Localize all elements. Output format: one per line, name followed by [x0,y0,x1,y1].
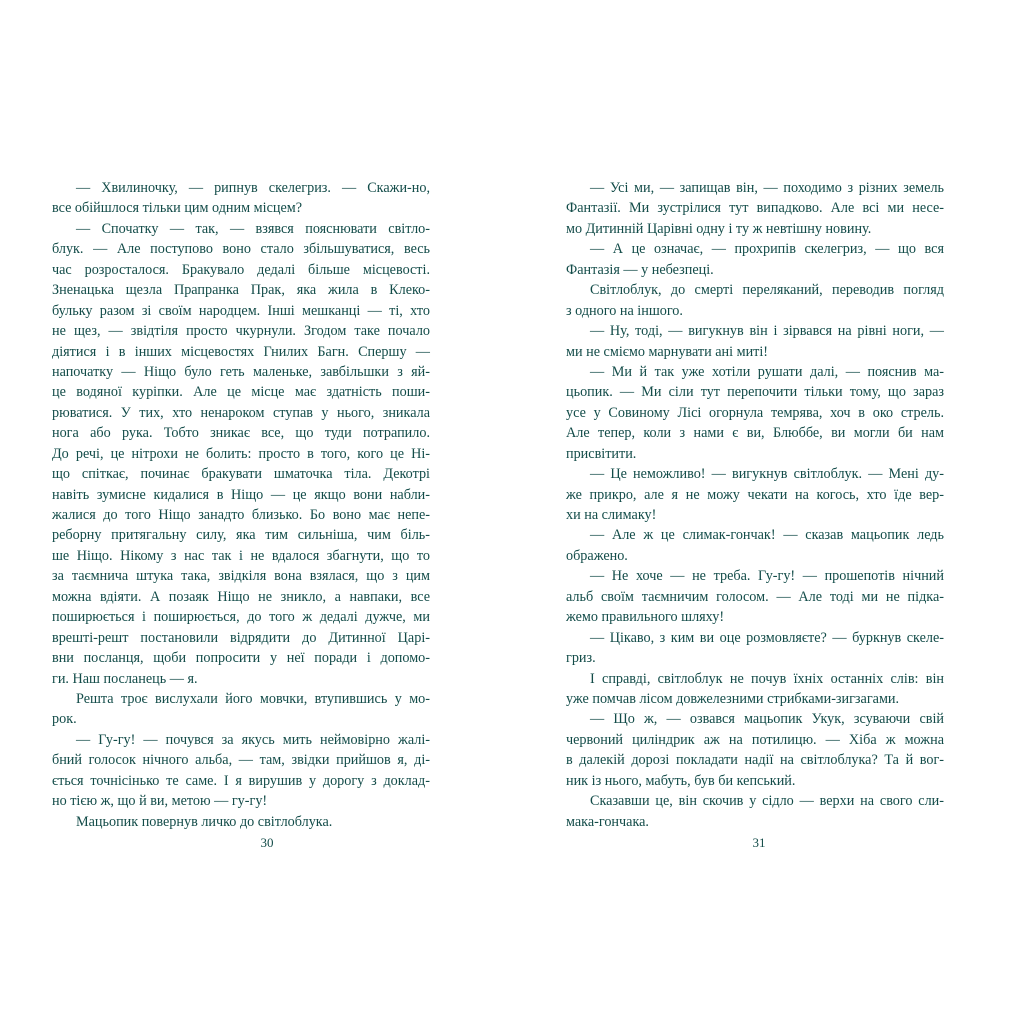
text-line: це водяної курiпки. Але це місце має здатність поши- [52,384,430,401]
text-line: Світлоблук, до смерті переляканий, переводив погляд [590,282,944,299]
text-line: — Ми й так уже хотіли рушати далі, — пояснив ма- [590,363,944,380]
text-line: — Усі ми, — запищав він, — походимо з різних земель [590,180,944,196]
text-line: До речі, це нітрохи не болить: просто в того, кого це Ні- [52,445,430,462]
left-page-number: 30 [260,835,274,850]
text-line: Решта троє вислухали його мовчки, втупившись у мо- [76,690,430,707]
text-line: ми не сміємо марнувати ані миті! [566,343,769,360]
text-line: Сказавши це, він скочив у сідло — верхи на свого сли- [590,793,944,810]
text-line: — Хвилиночку, — рипнув скелегриз. — Скажи-но, [76,180,430,196]
text-line: діятися і в інших місцевостях Гнилих Багн. Спершу — [52,343,430,360]
left-page-body [52,178,430,832]
right-page-body [566,178,944,832]
text-line: ги. Наш посланець — я. [52,670,198,687]
text-line: жемо правильного шляху! [566,609,725,626]
text-line: — Ну, тоді, — вигукнув він і зірвався на рівні ноги, — [590,323,944,340]
text-line: І справді, світлоблук не почув їхніх останніх слів: він [590,670,944,687]
text-line: не щез, — звідтіля просто чкурнули. Згодом таке почало [52,323,430,340]
text-line: альб своїм таємничим голосом. — Але тоді ми не підка- [566,588,944,605]
text-line: все обійшлося тільки цим одним місцем? [52,200,303,217]
text-line: ник із нього, мабуть, був би кепський. [566,772,796,789]
text-line: — Спочатку — так, — взявся пояснювати світло- [76,220,430,237]
text-line: що спіткає, починає бракувати шматочка тіла. Декотрі [52,466,430,483]
text-line: цьопик. — Ми сіли тут перепочити тільки тому, що зараз [566,384,944,401]
text-line: — Гу-гу! — почувся за якусь мить неймовірно жалі- [76,731,430,748]
text-line: — Що ж, — озвався мацьопик Укук, зсуваючи свій [590,711,944,728]
text-line: Фантазія — у небезпеці. [566,261,714,278]
text-line: час розросталося. Бракувало дедалі більше місцевості. [52,261,430,278]
text-line: вни посланця, щоби попросити у неї поради і допомо- [52,650,430,667]
text-line: Зненацька щезла Прапранка Прак, яка жила в Клеко- [52,282,430,299]
text-line: — Цікаво, з ким ви оце розмовляєте? — буркнув скеле- [590,629,944,646]
text-line: бульку разом зі своїм народцем. Інші мешканці — ті, хто [52,302,430,319]
text-line: поширюється і поширюється, до того ж дедалі дужче, ми [52,609,430,626]
text-line: же прикро, але я не можу чекати на когось, хто їде вер- [566,486,944,503]
text-line: навіть зумисне кидалися в Ніщо — це якщо вони набли- [52,486,430,503]
text-line: — А це означає, — прохрипів скелегриз, — що вся [590,241,944,258]
text-line: но тією ж, що й ви, метою — гу-гу! [52,793,268,810]
text-line: за таємнича штука така, звідкіля вона взялася, що з цим [52,568,430,585]
text-line: Фантазії. Ми зустрілися тут випадково. Але всі ми несе- [566,200,944,217]
text-line: — Не хоче — не треба. Гу-гу! — прошепотів нічний [590,568,944,585]
text-line: хи на слимаку! [566,507,657,523]
text-line: ображено. [566,547,628,564]
text-line: в далекій дорозі покладати надії на світлоблука? Та й вог- [566,752,944,769]
text-line: реборну притягальну силу, яка тим сильніша, чим біль- [52,527,430,544]
text-line: усе у Совиному Лісі огорнула темрява, хоч в око стрель. [566,404,944,421]
text-line: мака-гончака. [566,813,649,830]
text-line: мо Дитинній Царівні одну і ту ж невтішну новину. [566,220,872,237]
text-line: ється точнісінько те саме. І я вирушив у дорогу з доклад- [52,772,430,789]
text-line: — Але ж це слимак-гончак! — сказав мацьопик ледь [590,527,944,544]
text-line: рок. [52,711,77,728]
text-line: нога або рука. Тобто зникає все, що туди потрапило. [52,425,430,442]
text-line: червоний циліндрик аж на потилицю. — Хіба ж можна [566,731,944,748]
text-line: блук. — Але поступово воно стало збільшуватися, весь [52,241,430,258]
text-line: можна вдіяти. А позаяк Ніщо не зникло, а навпаки, все [52,588,430,605]
text-line: бний голосок нічного альба, — там, звідки прийшов я, ді- [52,752,430,769]
text-line: Але тепер, коли з нами є ви, Блюббе, ви могли би нам [566,425,944,442]
text-line: гриз. [566,650,596,667]
text-line: уже помчав лісом довжелезними стрибками-зигзагами. [566,690,900,707]
text-line: з одного на іншого. [566,302,683,319]
text-line: врешті-решт постановили відрядити до Дитинної Царі- [52,629,430,646]
right-page-number: 31 [752,835,766,850]
text-line: Мацьопик повернув личко до світлоблука. [76,813,333,830]
text-line: напочатку — Ніщо було геть маленьке, завбільшки з яй- [52,363,430,380]
text-line: присвітити. [566,445,637,462]
text-line: — Це неможливо! — вигукнув світлоблук. — Мені ду- [590,466,944,483]
text-line: жалися до того Ніщо занадто близько. Бо воно має непе- [52,507,430,523]
text-line: ше Ніщо. Нікому з нас так і не вдалося збагнути, що то [52,547,430,564]
text-line: рюватися. У тих, хто ненароком ступав у нього, зникала [52,404,430,421]
